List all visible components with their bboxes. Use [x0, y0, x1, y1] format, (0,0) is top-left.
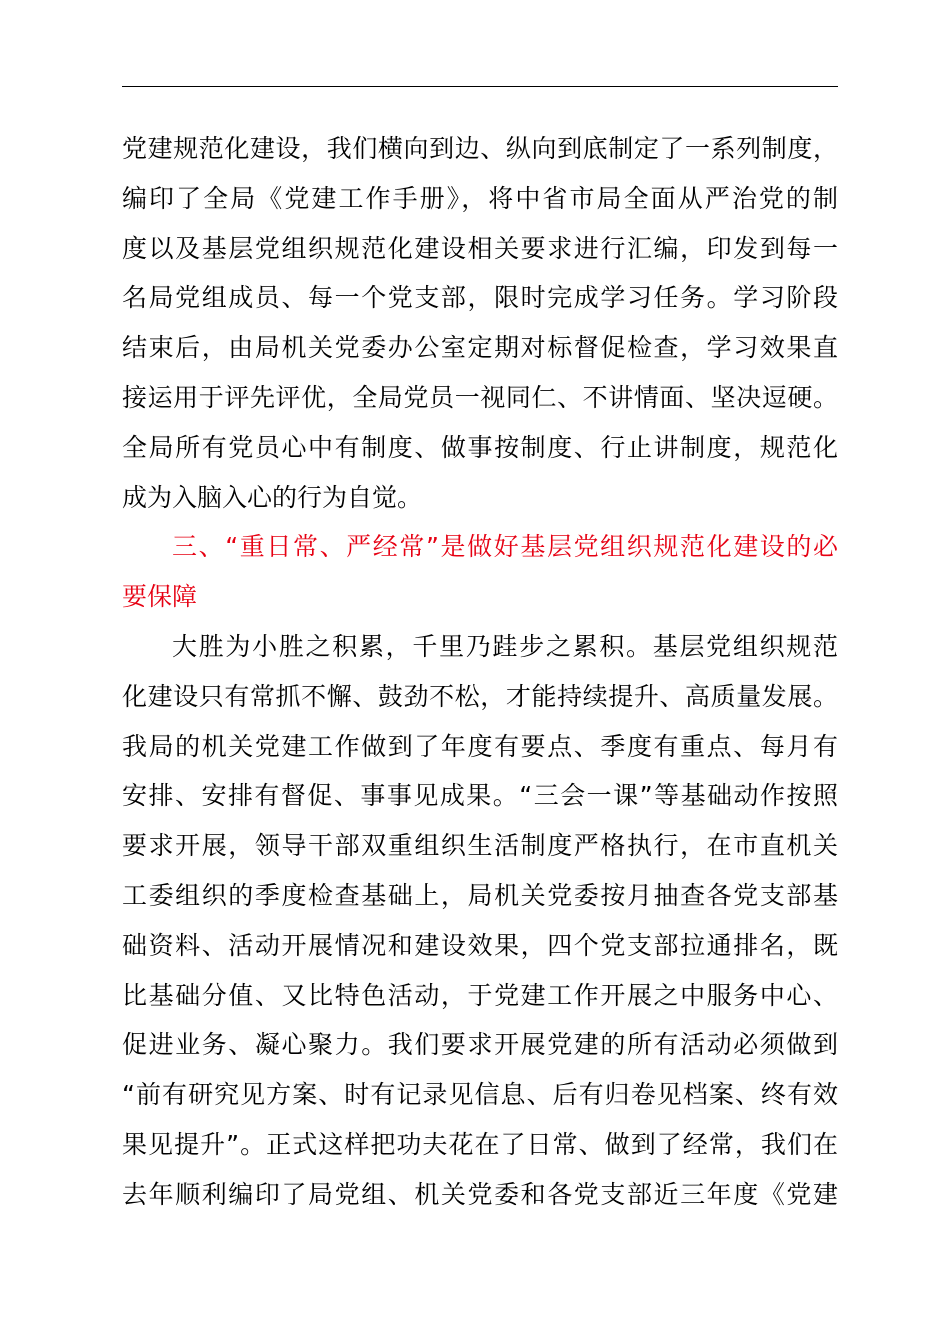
text-line: 促进业务、凝心聚力。我们要求开展党建的所有活动必须做到	[122, 1030, 838, 1060]
text-line: 比基础分值、又比特色活动，于党建工作开展之中服务中心、	[122, 980, 838, 1010]
heading-line: 三、“重日常、严经常”是做好基层党组织规范化建设的必	[172, 532, 838, 562]
text-line: 接运用于评先评优，全局党员一视同仁、不讲情面、坚决逗硬。	[122, 382, 838, 412]
header-rule	[122, 86, 838, 87]
text-line: 果见提升”。正式这样把功夫花在了日常、做到了经常，我们在	[122, 1129, 838, 1159]
text-line: 工委组织的季度检查基础上，局机关党委按月抽查各党支部基	[122, 880, 838, 910]
text-line: 要求开展，领导干部双重组织生活制度严格执行，在市直机关	[122, 831, 838, 861]
section-heading	[122, 522, 838, 622]
text-line: 度以及基层党组织规范化建设相关要求进行汇编，印发到每一	[122, 233, 838, 263]
text-line: 础资料、活动开展情况和建设效果，四个党支部拉通排名，既	[122, 930, 838, 960]
text-line: 去年顺利编印了局党组、机关党委和各党支部近三年度《党建	[122, 1179, 838, 1209]
text-line: 我局的机关党建工作做到了年度有要点、季度有重点、每月有	[122, 731, 838, 761]
text-line: 安排、安排有督促、事事见成果。“三会一课”等基础动作按照	[122, 781, 838, 811]
text-line: 名局党组成员、每一个党支部，限时完成学习任务。学习阶段	[122, 283, 838, 313]
text-line: “前有研究见方案、时有记录见信息、后有归卷见档案、终有效	[122, 1080, 838, 1110]
body-paragraph	[122, 622, 838, 1220]
text-line: 成为入脑入心的行为自觉。	[122, 482, 423, 512]
body-paragraph	[122, 124, 838, 522]
text-line: 结束后，由局机关党委办公室定期对标督促检查，学习效果直	[122, 333, 838, 363]
document-body	[122, 124, 838, 1220]
text-line: 编印了全局《党建工作手册》，将中省市局全面从严治党的制	[122, 183, 838, 213]
text-line: 党建规范化建设，我们横向到边、纵向到底制定了一系列制度，	[122, 134, 838, 163]
text-line: 大胜为小胜之积累，千里乃跬步之累积。基层党组织规范	[172, 631, 838, 661]
heading-line: 要保障	[122, 582, 198, 612]
text-line: 全局所有党员心中有制度、做事按制度、行止讲制度，规范化	[122, 432, 838, 462]
text-line: 化建设只有常抓不懈、鼓劲不松，才能持续提升、高质量发展。	[122, 681, 838, 711]
